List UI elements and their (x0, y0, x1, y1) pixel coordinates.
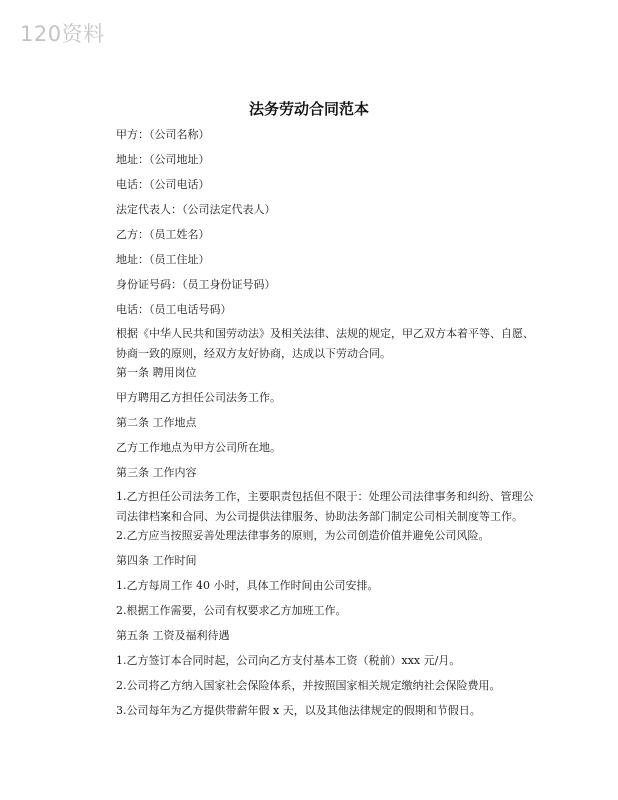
article-3-item-1 (116, 487, 534, 527)
article-5-item-2: 2.公司将乙方纳入国家社会保险体系，并按照国家相关规定缴纳社会保险费用。 (116, 679, 501, 692)
party-b-id-number: 身份证号码：（员工身份证号码） (116, 278, 276, 291)
party-b-name: 乙方：（员工姓名） (116, 228, 210, 241)
article-3-title: 第三条 工作内容 (116, 466, 197, 479)
preamble-paragraph (116, 324, 534, 364)
party-b-phone: 电话：（员工电话号码） (116, 303, 232, 316)
party-b-address: 地址：（员工住址） (116, 253, 210, 266)
party-a-address: 地址：（公司地址） (116, 153, 210, 166)
article-3-item-1-text: 1.乙方担任公司法务工作，主要职责包括但不限于：处理公司法律事务和纠纷、管理公司法律档案和合同、为公司提供法律服务、协助法务部门制定公司相关制度等工作。 (116, 490, 534, 523)
party-a-phone: 电话：（公司电话） (116, 178, 210, 191)
article-5-item-3: 3.公司每年为乙方提供带薪年假 x 天，以及其他法律规定的假期和节假日。 (116, 704, 481, 717)
article-1-title: 第一条 聘用岗位 (116, 366, 197, 379)
article-5-item-1: 1.乙方签订本合同时起，公司向乙方支付基本工资（税前）xxx 元/月。 (116, 654, 461, 667)
preamble-text: 根据《中华人民共和国劳动法》及相关法律、法规的规定，甲乙双方本着平等、自愿、协商一致的原则，经双方友好协商，达成以下劳动合同。 (116, 327, 534, 360)
article-2-text: 乙方工作地点为甲方公司所在地。 (116, 441, 281, 454)
party-a-legal-representative: 法定代表人：（公司法定代表人） (116, 203, 276, 216)
party-a-name: 甲方：（公司名称） (116, 128, 210, 141)
watermark-text: 120资料 (20, 22, 105, 46)
document-title: 法务劳动合同范本 (248, 100, 369, 118)
article-4-item-1: 1.乙方每周工作 40 小时，具体工作时间由公司安排。 (116, 579, 379, 592)
article-1-text: 甲方聘用乙方担任公司法务工作。 (116, 391, 281, 404)
article-4-item-2: 2.根据工作需要，公司有权要求乙方加班工作。 (116, 604, 347, 617)
article-2-title: 第二条 工作地点 (116, 416, 197, 429)
article-5-title: 第五条 工资及福利待遇 (116, 629, 230, 642)
article-3-item-2: 2.乙方应当按照妥善处理法律事务的原则，为公司创造价值并避免公司风险。 (116, 529, 490, 542)
article-4-title: 第四条 工作时间 (116, 554, 197, 567)
